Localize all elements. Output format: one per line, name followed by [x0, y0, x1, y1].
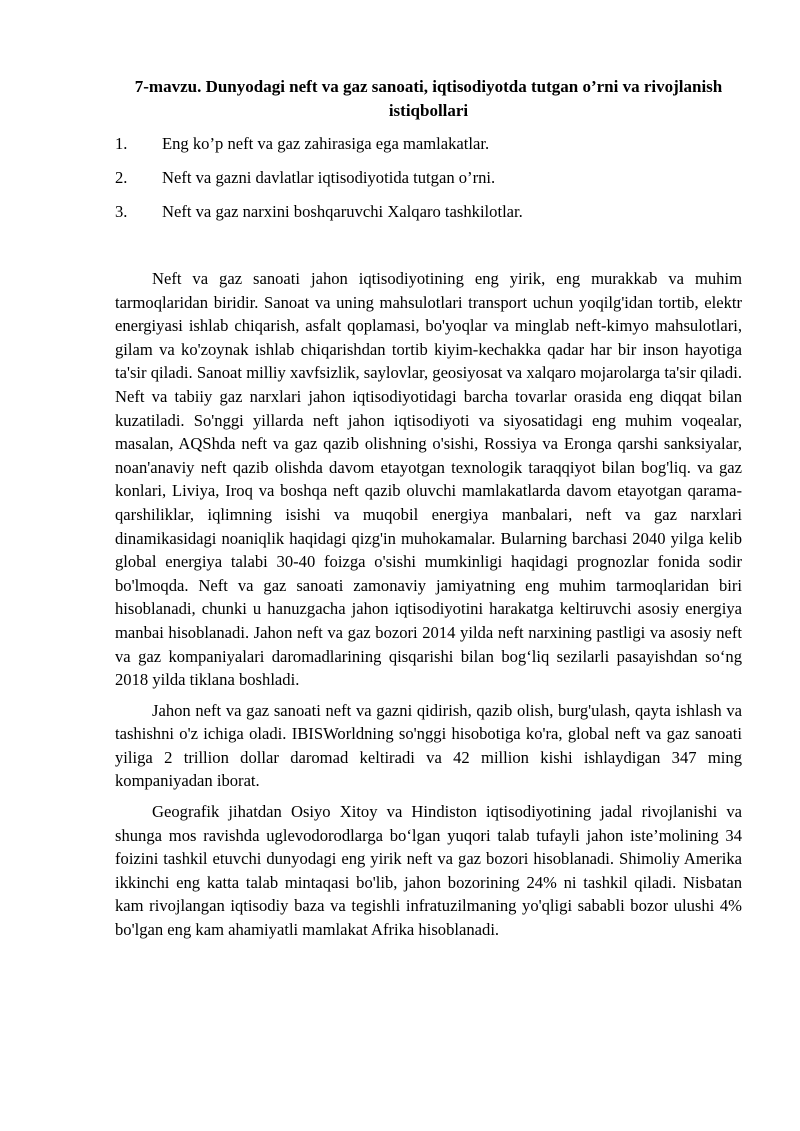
outline-number: 1.	[115, 134, 128, 153]
outline-number: 2.	[115, 168, 128, 187]
outline-text: Eng ko’p neft va gaz zahirasiga ega mamlakatlar.	[162, 134, 490, 153]
outline-text: Neft va gaz narxini boshqaruvchi Xalqaro tashkilotlar.	[162, 202, 523, 221]
body-paragraph: Geografik jihatdan Osiyo Xitoy va Hindiston iqtisodiyotining jadal rivojlanishi va shunga mos ravishda uglevodorodlarga bo‘lgan yuqori talab tufayli jahon iste’molining 34 foizini tashkil etuvchi dunyodagi eng yirik neft va gaz bozori hisoblanadi. Shimoliy Amerika ikkinchi eng katta talab mintaqasi bo'lib, jahon bozorining 24% ni tashkil qiladi. Nisbatan kam rivojlangan iqtisodiy baza va tegishli infratuzilmaning yo'qligi sababli bozor ulushi 4% bo'lgan eng kam ahamiyatli mamlakat Afrika hisoblanadi.	[115, 802, 742, 940]
body-paragraph: Neft va gaz sanoati jahon iqtisodiyotining eng yirik, eng murakkab va muhim tarmoqlaridan biridir. Sanoat va uning mahsulotlari transport uchun yoqilg'idan tortib, elektr energiyasi ishlab chiqarish, asfalt qoplamasi, bo'yoqlar va minglab neft-kimyo mahsulotlari, gilam va ko'zoynak ishlab chiqarishdan tortib kiyim-kechakka qadar har bir inson hayotiga ta'sir qiladi. Sanoat milliy xavfsizlik, saylovlar, geosiyosat va xalqaro mojarolarga ta'sir qiladi. Neft va tabiiy gaz narxlari jahon iqtisodiyotidagi barcha tovarlar orasida eng diqqat bilan kuzatiladi. So'nggi yillarda neft jahon iqtisodiyoti va siyosatidagi eng muhim voqealar, masalan, AQShda neft va gaz qazib olishning o'sishi, Rossiya va Eronga qarshi sanksiyalar, noan'anaviy neft qazib olishda davom etayotgan texnologik taraqqiyot bilan bog'liq. va gaz konlari, Liviya, Iroq va boshqa neft qazib oluvchi mamlakatlarda davom etayotgan qarama-qarshiliklar, iqlimning isishi va muqobil energiya manbalari, neft va gaz narxlari dinamikasidagi noaniqlik haqidagi qizg'in muhokamalar. Bularning barchasi 2040 yilga kelib global energiya talabi 30-40 foizga o'sishi mumkinligi haqidagi prognozlar fonida sodir bo'lmoqda. Neft va gaz sanoati zamonaviy jamiyatning eng muhim tarmoqlaridan biri hisoblanadi, chunki u hanuzgacha jahon iqtisodiyotini harakatga keltiruvchi asosiy energiya manbai hisoblanadi. Jahon neft va gaz bozori 2014 yilda neft narxining pastligi va asosiy neft va gaz kompaniyalari daromadlarining qisqarishi bilan bog‘liq sezilarli pasayishdan so‘ng 2018 yilda tiklana boshladi.	[115, 269, 742, 690]
outline-item	[115, 201, 742, 235]
document-title: 7-mavzu. Dunyodagi neft va gaz sanoati, iqtisodiyotda tutgan o’rni va rivojlanish istiqbollari	[134, 77, 723, 120]
outline-number: 3.	[115, 202, 128, 221]
outline-item	[115, 133, 742, 167]
topic-outline	[115, 133, 742, 235]
document-body	[115, 267, 742, 949]
outline-item	[115, 167, 742, 201]
outline-text: Neft va gazni davlatlar iqtisodiyotida tutgan o’rni.	[162, 168, 496, 187]
body-paragraph: Jahon neft va gaz sanoati neft va gazni qidirish, qazib olish, burg'ulash, qayta ishlash va tashishni o'z ichiga oladi. IBISWorldning so'nggi hisobotiga ko'ra, global neft va gaz sanoati yiliga 2 trillion dollar daromad keltiradi va 42 million kishi ishlaydigan 347 ming kompaniyadan iborat.	[115, 700, 742, 791]
